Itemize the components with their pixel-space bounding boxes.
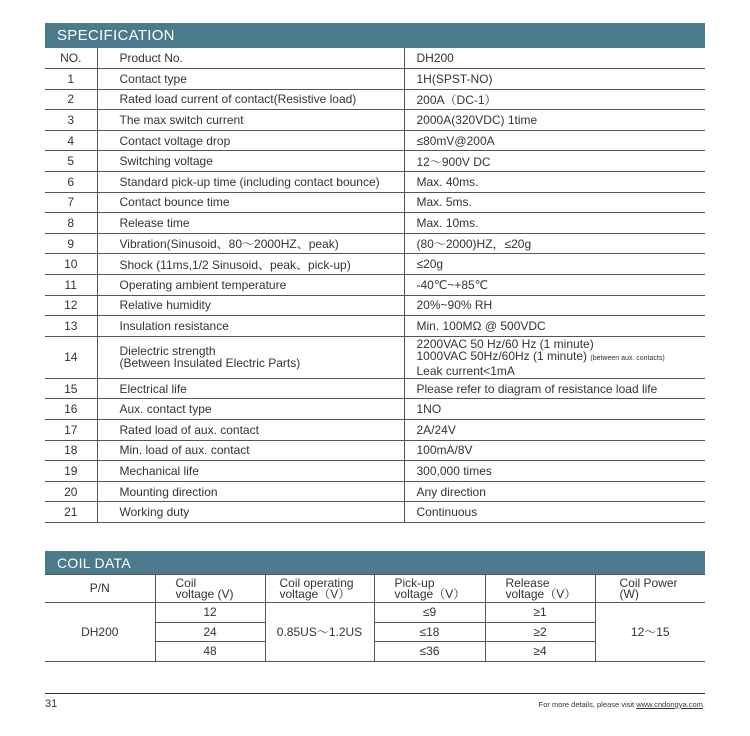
column-header-no: NO.: [45, 48, 97, 69]
column-header-model: DH200: [404, 48, 705, 69]
row-number: 10: [45, 254, 97, 275]
row-number: 6: [45, 172, 97, 193]
coil-header-row: [45, 575, 705, 603]
footer-note: [539, 700, 705, 709]
row-value: -40℃~+85℃: [404, 275, 705, 296]
row-value: 1NO: [404, 399, 705, 420]
table-row: [45, 481, 705, 502]
header-line: Release: [505, 575, 550, 590]
row-item: Contact voltage drop: [97, 130, 404, 151]
row-item: Relative humidity: [97, 295, 404, 316]
table-row: [45, 295, 705, 316]
column-header-product-no: Product No.: [97, 48, 404, 69]
table-row: [45, 399, 705, 420]
row-item: Aux. contact type: [97, 399, 404, 420]
row-item: Rated load of aux. contact: [97, 420, 404, 441]
header-line: voltage（V）: [279, 586, 351, 601]
website-link[interactable]: www.cndongya.com: [636, 700, 703, 709]
footer-note-suffix: .: [702, 700, 705, 709]
header-line: (W): [619, 586, 639, 601]
pickup-voltage: ≤9: [374, 603, 485, 623]
row-number: 9: [45, 233, 97, 254]
column-header-coil-voltage: [155, 575, 265, 603]
coil-data-title: COIL DATA: [57, 555, 132, 571]
row-item: [97, 336, 404, 378]
table-row: [45, 192, 705, 213]
row-value: 2A/24V: [404, 420, 705, 441]
table-row: [45, 110, 705, 131]
row-item: Rated load current of contact(Resistive load): [97, 89, 404, 110]
footer-divider: [45, 693, 705, 694]
row-value: 20%~90% RH: [404, 295, 705, 316]
page-number: 31: [45, 698, 58, 710]
header-line: Coil: [175, 575, 197, 590]
row-item: The max switch current: [97, 110, 404, 131]
row-value: ≤20g: [404, 254, 705, 275]
row-number: 15: [45, 378, 97, 399]
header-line: voltage（V）: [505, 586, 577, 601]
row-number: 3: [45, 110, 97, 131]
coil-pn: DH200: [45, 603, 155, 662]
row-value: ≤80mV@200A: [404, 130, 705, 151]
row-item: Contact type: [97, 69, 404, 90]
row-value: 200A（DC-1）: [404, 89, 705, 110]
row-item: Switching voltage: [97, 151, 404, 172]
row-value: Any direction: [404, 481, 705, 502]
table-row: [45, 213, 705, 234]
row-number: 18: [45, 440, 97, 461]
row-value: Max. 5ms.: [404, 192, 705, 213]
header-line: Coil Power: [619, 575, 678, 590]
row-value-line: Leak current<1mA: [416, 363, 515, 378]
row-item: Min. load of aux. contact: [97, 440, 404, 461]
spec-header-row: [45, 48, 705, 69]
specification-table: [45, 48, 705, 523]
row-number: 16: [45, 399, 97, 420]
row-value-line: 2200VAC 50 Hz/60 Hz (1 minute): [416, 336, 594, 351]
row-number: 17: [45, 420, 97, 441]
row-value-text: 1000VAC 50Hz/60Hz (1 minute): [416, 348, 588, 363]
header-line: voltage（V）: [394, 586, 466, 601]
header-line: Pick-up: [394, 575, 435, 590]
column-header-pickup-voltage: [374, 575, 485, 603]
coil-voltage: 24: [155, 622, 265, 642]
row-value: 2000A(320VDC) 1time: [404, 110, 705, 131]
row-number: 2: [45, 89, 97, 110]
row-number: 8: [45, 213, 97, 234]
row-number: 11: [45, 275, 97, 296]
row-number: 7: [45, 192, 97, 213]
coil-operating-voltage: 0.85US～1.2US: [265, 603, 374, 662]
row-item: Mechanical life: [97, 461, 404, 482]
table-row: [45, 89, 705, 110]
row-item: Operating ambient temperature: [97, 275, 404, 296]
release-voltage: ≥1: [485, 603, 595, 623]
row-item: Vibration(Sinusoid、80～2000HZ、peak): [97, 233, 404, 254]
table-row: [45, 378, 705, 399]
table-row: [45, 151, 705, 172]
coil-voltage: 12: [155, 603, 265, 623]
table-row: [45, 172, 705, 193]
table-row: [45, 336, 705, 378]
row-item: Working duty: [97, 502, 404, 523]
column-header-coil-power: [595, 575, 705, 603]
row-item: Release time: [97, 213, 404, 234]
row-value: Please refer to diagram of resistance load life: [404, 378, 705, 399]
row-value: 12～900V DC: [404, 151, 705, 172]
row-value: 300,000 times: [404, 461, 705, 482]
specification-header: [45, 23, 705, 48]
coil-voltage: 48: [155, 642, 265, 662]
row-item: Electrical life: [97, 378, 404, 399]
release-voltage: ≥4: [485, 642, 595, 662]
column-header-release-voltage: [485, 575, 595, 603]
table-row: [45, 254, 705, 275]
release-voltage: ≥2: [485, 622, 595, 642]
row-item: Shock (11ms,1/2 Sinusoid、peak、pick-up): [97, 254, 404, 275]
row-value-note: (between aux. contacts): [590, 354, 665, 362]
row-item-line: Dielectric strength: [119, 344, 216, 359]
row-item: Mounting direction: [97, 481, 404, 502]
header-line: P/N: [89, 581, 110, 595]
row-value-line: [417, 350, 706, 365]
table-row: [45, 130, 705, 151]
row-value: 1H(SPST-NO): [404, 69, 705, 90]
row-item: Insulation resistance: [97, 316, 404, 337]
table-row: [45, 233, 705, 254]
row-number: 5: [45, 151, 97, 172]
row-value: Max. 40ms.: [404, 172, 705, 193]
table-row: [45, 69, 705, 90]
header-line: Coil operating: [279, 575, 354, 590]
row-item: Contact bounce time: [97, 192, 404, 213]
row-value: Continuous: [404, 502, 705, 523]
row-number: 1: [45, 69, 97, 90]
row-number: 13: [45, 316, 97, 337]
header-line: voltage (V): [175, 586, 234, 601]
specification-title: SPECIFICATION: [57, 27, 175, 44]
row-number: 12: [45, 295, 97, 316]
table-row: [45, 461, 705, 482]
row-item-line: (Between Insulated Electric Parts): [119, 356, 301, 371]
pickup-voltage: ≤18: [374, 622, 485, 642]
row-number: 21: [45, 502, 97, 523]
row-value: Min. 100MΩ @ 500VDC: [404, 316, 705, 337]
table-row: [45, 316, 705, 337]
row-number: 4: [45, 130, 97, 151]
row-item: Standard pick-up time (including contact bounce): [97, 172, 404, 193]
table-row: [45, 440, 705, 461]
table-row: [45, 275, 705, 296]
row-value: Max. 10ms.: [404, 213, 705, 234]
table-row: [45, 502, 705, 523]
table-row: [45, 603, 705, 623]
row-value: (80～2000)HZ，≤20g: [404, 233, 705, 254]
coil-power: 12～15: [595, 603, 705, 662]
pickup-voltage: ≤36: [374, 642, 485, 662]
row-value: [404, 336, 705, 378]
column-header-pn: [45, 575, 155, 603]
footer-note-text: For more details, please visit: [538, 700, 637, 709]
row-number: 19: [45, 461, 97, 482]
row-value: 100mA/8V: [404, 440, 705, 461]
row-number: 20: [45, 481, 97, 502]
column-header-operating-voltage: [265, 575, 374, 603]
row-number: 14: [45, 336, 97, 378]
table-row: [45, 420, 705, 441]
coil-data-table: [45, 574, 705, 662]
coil-data-header: [45, 551, 705, 574]
